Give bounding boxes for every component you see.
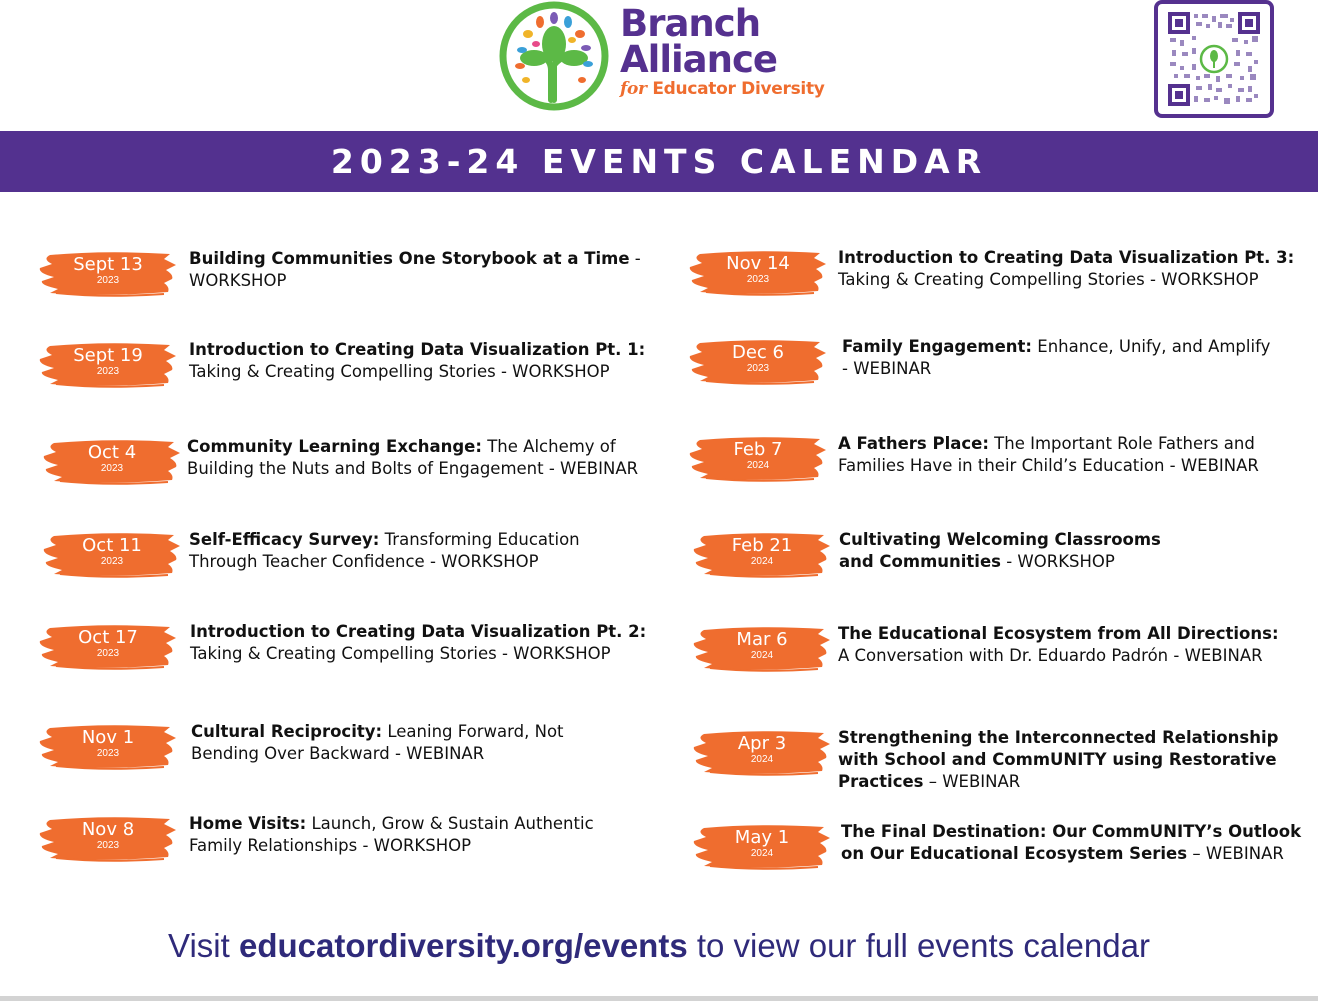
event-description — [838, 247, 1294, 291]
event-date: Sept 13 — [73, 254, 143, 275]
event-title-rest: Leaning Forward, Not — [382, 722, 564, 741]
date-badge — [690, 624, 832, 674]
event-title-bold: Introduction to Creating Data Visualization Pt. 1: — [189, 340, 646, 359]
event-line2-bold: with School and CommUNITY using Restorative — [838, 750, 1277, 769]
event-line-1 — [189, 339, 645, 361]
event-line-2 — [838, 455, 1259, 477]
footer-cta — [0, 922, 1318, 970]
event-line-2 — [838, 269, 1294, 291]
event-description — [189, 248, 641, 292]
event-year: 2023 — [96, 648, 120, 659]
event-date: Oct 11 — [82, 535, 142, 556]
event-date: Nov 8 — [81, 819, 135, 840]
event-year: 2023 — [746, 363, 770, 374]
event-line-1 — [191, 721, 564, 743]
date-badge — [36, 814, 178, 864]
date-badge — [690, 530, 832, 580]
event-line2-rest: Family Relationships - WORKSHOP — [189, 836, 472, 855]
event-line-2 — [838, 645, 1279, 667]
event-line2-rest: - WORKSHOP — [1000, 552, 1115, 571]
date-badge — [36, 340, 178, 390]
event-title-bold: The Educational Ecosystem from All Directions: — [838, 624, 1279, 643]
event-year: 2023 — [100, 463, 124, 474]
footer-post: to view our full events calendar — [687, 927, 1150, 964]
event-title-bold: Strengthening the Interconnected Relationship — [838, 728, 1279, 747]
event-line2-rest: Taking & Creating Compelling Stories - WORKSHOP — [838, 270, 1259, 289]
event-date: Oct 17 — [78, 627, 138, 648]
event-year: 2024 — [750, 556, 774, 567]
event-line-1 — [838, 433, 1259, 455]
event-year: 2023 — [96, 748, 120, 759]
event-description — [190, 621, 646, 665]
date-badge — [690, 822, 832, 872]
event-line-2 — [191, 743, 564, 765]
event-year: 2023 — [96, 366, 120, 377]
event-date: Dec 6 — [731, 342, 784, 363]
event-title-bold: Home Visits: — [189, 814, 307, 833]
event-date: Nov 1 — [81, 727, 135, 748]
event-title-rest: The Alchemy of — [481, 437, 616, 456]
brand-subtitle — [620, 78, 825, 100]
event-title-bold: Introduction to Creating Data Visualization Pt. 2: — [190, 622, 647, 641]
event-title-rest: Launch, Grow & Sustain Authentic — [306, 814, 594, 833]
event-title-bold: The Final Destination: Our CommUNITY’s Outlook — [841, 822, 1302, 841]
event-title-bold: Building Communities One Storybook at a Time — [189, 249, 630, 268]
event-line-2 — [189, 551, 580, 573]
event-year: 2024 — [750, 754, 774, 765]
event-description — [189, 339, 645, 383]
event-line2-rest: Building the Nuts and Bolts of Engagement - WEBINAR — [187, 459, 639, 478]
event-title-bold: A Fathers Place: — [838, 434, 989, 453]
event-line-2 — [189, 361, 645, 383]
event-line-1 — [841, 821, 1301, 843]
event-line-1 — [838, 247, 1294, 269]
event-line-1 — [838, 623, 1279, 645]
event-line-2 — [189, 270, 641, 292]
brand-sub-italic: for — [620, 79, 647, 99]
event-date: Feb 21 — [731, 535, 793, 556]
event-line2-rest: Through Teacher Confidence - WORKSHOP — [189, 552, 539, 571]
event-title-bold: Cultural Reciprocity: — [191, 722, 383, 741]
event-line-2 — [842, 358, 1270, 380]
date-badge — [36, 249, 178, 299]
event-title-bold: Self-Efficacy Survey: — [189, 530, 380, 549]
brand-sub-rest: Educator Diversity — [652, 79, 825, 99]
event-line-1 — [189, 813, 594, 835]
event-description — [191, 721, 564, 765]
event-date: Nov 14 — [726, 253, 790, 274]
event-line2-rest: - WEBINAR — [842, 359, 932, 378]
brand-line-1: Branch — [620, 2, 761, 45]
event-date: Sept 19 — [73, 345, 143, 366]
event-line3-rest: – WEBINAR — [923, 772, 1021, 791]
event-date: Mar 6 — [736, 629, 788, 650]
date-badge — [686, 434, 828, 484]
event-description — [838, 433, 1259, 477]
event-description — [187, 436, 638, 480]
footer-pre: Visit — [168, 927, 239, 964]
event-line-2 — [190, 643, 646, 665]
event-description — [841, 821, 1301, 865]
event-line-1 — [839, 529, 1161, 551]
title-banner — [0, 131, 1318, 192]
event-description — [842, 336, 1270, 380]
event-line2-rest: Taking & Creating Compelling Stories - WORKSHOP — [190, 644, 611, 663]
event-line2-rest: Taking & Creating Compelling Stories - WORKSHOP — [189, 362, 610, 381]
event-year: 2023 — [746, 274, 770, 285]
event-line2-bold: on Our Educational Ecosystem Series — [841, 844, 1188, 863]
logo-wordmark — [620, 2, 825, 100]
event-title-rest: Enhance, Unify, and Amplify — [1032, 337, 1271, 356]
event-year: 2024 — [750, 848, 774, 859]
event-description — [839, 529, 1161, 573]
event-date: May 1 — [734, 827, 790, 848]
event-title-bold: Community Learning Exchange: — [187, 437, 482, 456]
event-date: Oct 4 — [87, 442, 137, 463]
event-title-rest: - — [629, 249, 641, 268]
date-badge — [686, 248, 828, 298]
event-line2-rest: A Conversation with Dr. Eduardo Padrón - WEBINAR — [838, 646, 1263, 665]
event-line2-rest: Families Have in their Child’s Education - WEBINAR — [838, 456, 1259, 475]
event-year: 2023 — [96, 275, 120, 286]
event-year: 2023 — [96, 840, 120, 851]
qr-code[interactable] — [1154, 0, 1274, 118]
bottom-divider — [0, 996, 1318, 1001]
event-line-1 — [190, 621, 646, 643]
brand-line-2: Alliance — [620, 38, 778, 81]
event-line-1 — [187, 436, 638, 458]
event-line3-bold: Practices — [838, 772, 924, 791]
event-line2-bold: and Communities — [839, 552, 1001, 571]
page-title: 2023-24 EVENTS CALENDAR — [330, 142, 988, 181]
date-badge — [40, 530, 182, 580]
event-date: Feb 7 — [733, 439, 783, 460]
event-line-2 — [839, 551, 1161, 573]
event-title-bold: Introduction to Creating Data Visualization Pt. 3: — [838, 248, 1295, 267]
event-line-1 — [842, 336, 1270, 358]
branch-alliance-logo — [496, 0, 826, 115]
event-description — [189, 813, 594, 857]
event-title-rest: The Important Role Fathers and — [988, 434, 1255, 453]
event-title-rest: Transforming Education — [379, 530, 580, 549]
event-description — [838, 623, 1279, 667]
qr-code-icon — [1168, 12, 1260, 106]
event-line-1 — [189, 248, 641, 270]
event-line2-rest: – WEBINAR — [1187, 844, 1284, 863]
event-date: Apr 3 — [737, 733, 787, 754]
event-line-1 — [838, 727, 1278, 749]
event-description — [838, 727, 1278, 793]
event-line-2 — [189, 835, 594, 857]
date-badge — [686, 337, 828, 387]
event-line-2 — [841, 843, 1301, 865]
events-link[interactable]: educatordiversity.org/events — [238, 927, 688, 964]
event-line2-rest: Bending Over Backward - WEBINAR — [191, 744, 485, 763]
event-line-3 — [838, 771, 1278, 793]
date-badge — [40, 437, 182, 487]
date-badge — [690, 728, 832, 778]
event-line-2 — [838, 749, 1278, 771]
event-description — [189, 529, 580, 573]
event-line-1 — [189, 529, 580, 551]
event-line2-rest: WORKSHOP — [189, 271, 287, 290]
date-badge — [36, 622, 178, 672]
event-year: 2024 — [750, 650, 774, 661]
event-title-bold: Family Engagement: — [842, 337, 1033, 356]
date-badge — [36, 722, 178, 772]
tree-logo-icon — [496, 0, 612, 112]
event-year: 2023 — [100, 556, 124, 567]
event-line-2 — [187, 458, 638, 480]
event-title-bold: Cultivating Welcoming Classrooms — [839, 530, 1161, 549]
event-year: 2024 — [746, 460, 770, 471]
